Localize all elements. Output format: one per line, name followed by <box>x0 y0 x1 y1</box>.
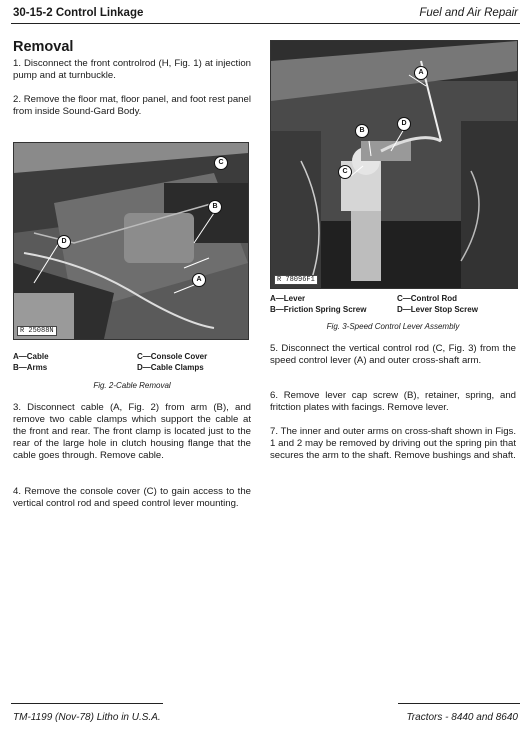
step-6: 6. Remove lever cap screw (B), retainer, spring, and fritction plates with facings. Remove lever. <box>270 390 516 413</box>
figure-2-legend-b: B—Arms <box>13 363 48 372</box>
step-5: 5. Disconnect the vertical control rod (C, Fig. 3) from the speed control lever (A) and outer cross-shaft arm. <box>270 343 516 366</box>
header-rule <box>11 23 520 24</box>
figure-2-legend-a: A—Cable <box>13 352 49 361</box>
figure-3-legend-b: B—Friction Spring Screw <box>270 305 367 314</box>
figure-3-tag: R 78096F1 <box>274 275 318 285</box>
figure-3-callout-c: C <box>338 165 352 179</box>
figure-2-legend-c: C—Console Cover <box>137 352 208 361</box>
footer-right: Tractors - 8440 and 8640 <box>406 712 518 723</box>
footer-rule-left <box>11 703 163 704</box>
figure-2-tag: R 25088N <box>17 326 57 336</box>
figure-3-callout-a: A <box>414 66 428 80</box>
figure-2-callout-b: B <box>208 200 222 214</box>
step-3: 3. Disconnect cable (A, Fig. 2) from arm (B), and remove two cable clamps which support the cable at the front and rear. The front clamp is located just to the rear of the large hole in clutch housing flange that the cable goes through. Remove cable. <box>13 402 251 461</box>
step-1: 1. Disconnect the front controlrod (H, Fig. 1) at injection pump and at turnbuckle. <box>13 58 251 81</box>
figure-2-callout-a: A <box>192 273 206 287</box>
figure-3-legend <box>270 293 516 317</box>
step-7: 7. The inner and outer arms on cross-shaft shown in Figs. 1 and 2 may be removed by driving out the spring pin that secures the arm to the shaft. Remove bushings and shaft. <box>270 426 516 461</box>
figure-2-photo <box>13 142 249 340</box>
figure-3-photo <box>270 40 518 289</box>
figure-3-callout-b: B <box>355 124 369 138</box>
figure-2-caption: Fig. 2-Cable Removal <box>93 381 171 390</box>
page-header-left: 30-15-2 Control Linkage <box>13 7 144 19</box>
figure-3-legend-a: A—Lever <box>270 294 306 303</box>
figure-3-legend-d: D—Lever Stop Screw <box>397 305 478 314</box>
figure-3-caption: Fig. 3-Speed Control Lever Assembly <box>326 322 460 331</box>
figure-3-callout-d: D <box>397 117 411 131</box>
figure-2-legend <box>13 351 251 375</box>
section-title: Removal <box>13 39 74 55</box>
footer-left: TM-1199 (Nov-78) Litho in U.S.A. <box>13 712 161 723</box>
figure-2-legend-d: D—Cable Clamps <box>137 363 204 372</box>
page-header-right: Fuel and Air Repair <box>419 7 518 19</box>
figure-2-callout-c: C <box>214 156 228 170</box>
step-4: 4. Remove the console cover (C) to gain access to the vertical control rod and speed control lever mounting. <box>13 486 251 509</box>
step-2: 2. Remove the floor mat, floor panel, and foot rest panel from inside Sound-Gard Body. <box>13 94 251 117</box>
figure-2-callout-d: D <box>57 235 71 249</box>
footer-rule-right <box>398 703 520 704</box>
figure-3-legend-c: C—Control Rod <box>397 294 457 303</box>
